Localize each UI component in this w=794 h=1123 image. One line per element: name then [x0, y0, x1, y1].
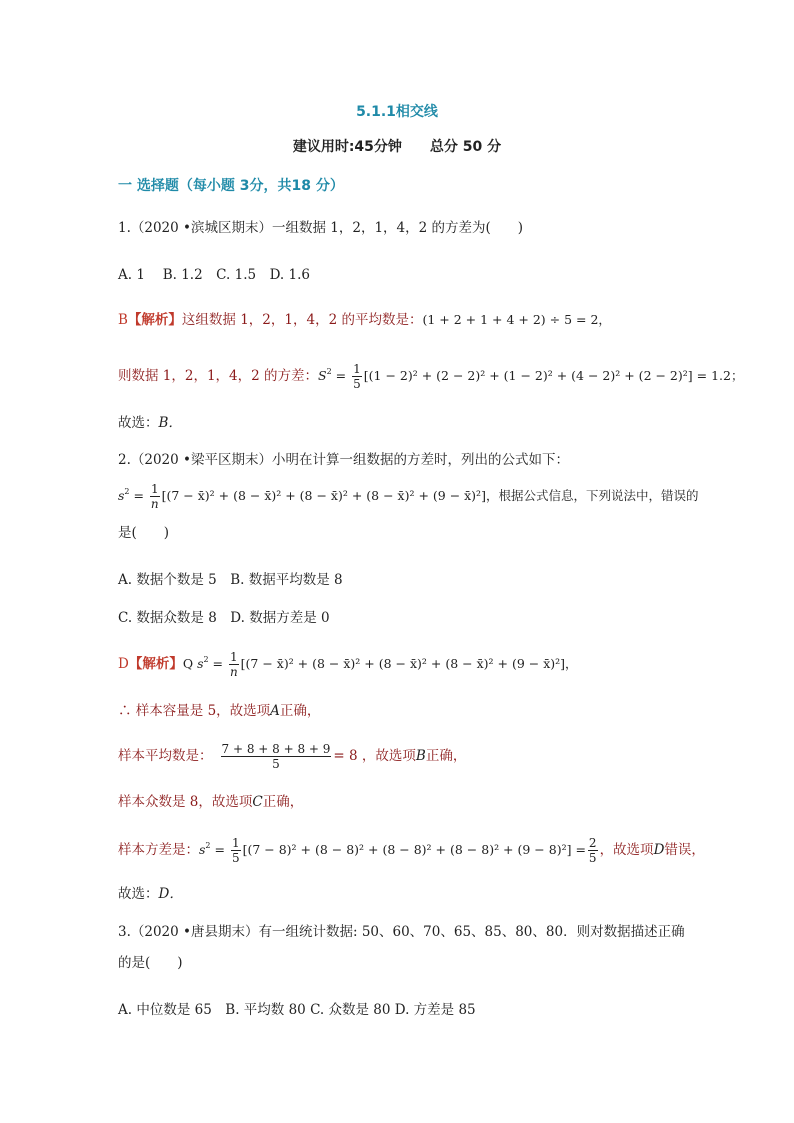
q3-stem-2: 的是( )	[118, 955, 183, 971]
q2-l2-denominator: 5	[272, 757, 280, 771]
q2-conclusion	[118, 884, 183, 904]
q2-l3-text: 样本众数是 8，故选项	[118, 794, 253, 810]
q1-line1-text: 这组数据 1，2，1，4，2 的平均数是：	[181, 312, 423, 328]
page-title: 5.1.1相交线	[356, 104, 438, 120]
q1-line2-math: [(1 − 2)² + (2 − 2)² + (1 − 2)² + (4 − 2)² + (2 − 2)²] = 1.2；	[363, 368, 744, 383]
q2-l4-rest: ，故选项	[599, 842, 654, 858]
q1-options: A. 1 B. 1.2 C. 1.5 D. 1.6	[118, 267, 310, 283]
q1-stem: 1.（2020 •滨城区期末）一组数据 1，2，1，4，2 的方差为( )	[118, 220, 524, 236]
q2-answer-tag: 【解析】	[128, 656, 183, 672]
q1-conclusion-letter: B．	[158, 415, 182, 431]
q2-l2-b: 正确，	[425, 748, 467, 764]
q2-l3: 样本众数是 8，故选项C正确，	[118, 794, 304, 810]
q2-answer-math: [(7 − x̄)² + (8 − x̄)² + (8 − x̄)² + (8 − x̄)² + (9 − x̄)²]，	[240, 656, 578, 671]
q1-line2-text: 则数据 1，2，1，4，2 的方差：	[118, 368, 319, 384]
q1-conclusion	[118, 413, 182, 433]
q3-stem-1: 3.（2020 •唐县期末）有一组统计数据: 50、60、70、65、85、80、80．则对数据描述正确	[118, 924, 685, 940]
q2-l4-b: 错误，	[664, 842, 705, 858]
q2-l4: 样本方差是：$s^2$ = $\frac{1}{5}$ [(7 − 8)² + (8 − 8)² + (8 − 8)² + (8 − 8)² + (9 − 8)²] = $\frac{2}{5}$ ，故选项D错误，	[118, 836, 705, 865]
q2-options-2: C. 数据众数是 8 D. 数据方差是 0	[118, 610, 330, 626]
q1-answer-line2: 则数据 1，2，1，4，2 的方差：$S^2$ = $\frac{1}{5}$ [(1 − 2)² + (2 − 2)² + (1 − 2)² + (4 − 2)² + (2 − 2)²] = 1.2；	[118, 362, 744, 391]
q2-l1: ∴ 样本容量是 5，故选项A正确，	[118, 703, 321, 719]
q2-formula-text: [(7 − x̄)² + (8 − x̄)² + (8 − x̄)² + (8 − x̄)² + (9 − x̄)²]，根据公式信息，下列说法中，错误的	[161, 488, 699, 503]
q2-stem: 2.（2020 •梁平区期末）小明在计算一组数据的方差时，列出的公式如下：	[118, 452, 569, 468]
q2-l2-text: 样本平均数是：	[118, 748, 213, 764]
score-label: 总分 50 分	[429, 139, 502, 155]
q2-answer-line1: D【解析】Q $s^2$ = $\frac{1}{n}$ [(7 − x̄)² + (8 − x̄)² + (8 − x̄)² + (8 − x̄)² + (9 − x̄)²]，	[118, 650, 578, 679]
q2-conclusion-text: 故选：	[118, 886, 159, 902]
q2-stem-end: 是( )	[118, 525, 170, 541]
q2-answer-letter: D	[118, 656, 129, 672]
q2-l4-math: [(7 − 8)² + (8 − 8)² + (8 − 8)² + (8 − 8)² + (9 − 8)²] =	[242, 842, 586, 857]
section-heading: 一 选择题（每小题 3分，共18 分）	[118, 178, 344, 194]
q2-l1-b: 正确，	[279, 703, 321, 719]
q3-options: A. 中位数是 65 B. 平均数 80 C. 众数是 80 D. 方差是 85	[118, 1002, 476, 1018]
q1-conclusion-text: 故选：	[118, 415, 159, 431]
q2-l2: 样本平均数是： $\frac{7 + 8 + 8 + 8 + 9}{5}$ = 8 ，故选项B正确，	[118, 742, 467, 771]
time-label: 建议用时:45分钟	[292, 139, 402, 155]
q1-line1-math: (1 + 2 + 1 + 4 + 2) ÷ 5 = 2，	[422, 312, 611, 327]
q2-conclusion-letter: D．	[158, 886, 183, 902]
q2-l2-numerator: 7 + 8 + 8 + 8 + 9	[221, 742, 331, 756]
q2-options-1: A. 数据个数是 5 B. 数据平均数是 8	[118, 572, 343, 588]
q2-l4-text: 样本方差是：	[118, 842, 199, 858]
q2-l1-text: ∴ 样本容量是 5，故选项	[118, 703, 271, 719]
q2-l2-rest: = 8 ，故选项	[333, 748, 416, 764]
subtitle	[0, 136, 794, 156]
q2-l3-b: 正确，	[262, 794, 304, 810]
q1-answer-tag: 【解析】	[127, 312, 182, 328]
q1-answer-letter: B	[118, 312, 128, 328]
q1-answer-line1	[118, 310, 611, 330]
q2-formula: $s^2$ = $\frac{1}{n}$ [(7 − x̄)² + (8 − x̄)² + (8 − x̄)² + (8 − x̄)² + (9 − x̄)²]，根据公式信息，下列说法中，错误的	[118, 482, 699, 511]
